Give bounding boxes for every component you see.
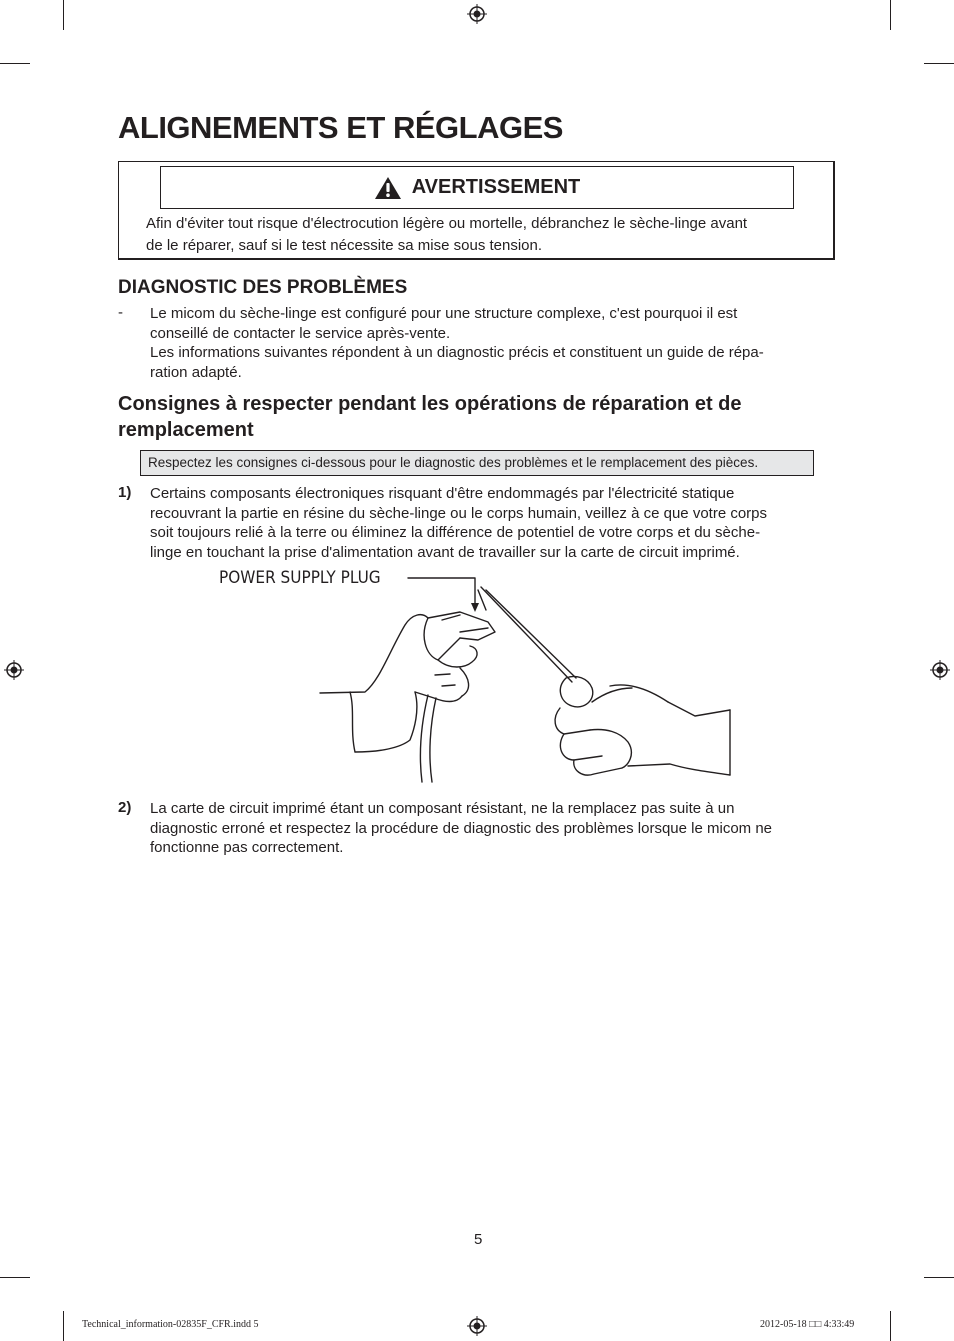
crop-mark bbox=[890, 1311, 891, 1341]
registration-mark-icon bbox=[4, 660, 24, 680]
bullet-dash: - bbox=[118, 304, 123, 321]
warning-text bbox=[146, 213, 826, 257]
crop-mark bbox=[63, 1311, 64, 1341]
diagnostic-paragraph bbox=[150, 304, 840, 383]
warning-title: AVERTISSEMENT bbox=[411, 176, 581, 198]
text-line: ration adapté. bbox=[150, 364, 242, 382]
crop-mark bbox=[924, 63, 954, 64]
text-line: Certains composants électroniques risquant d'être endommagés par l'électricité statique bbox=[150, 485, 735, 502]
page-number: 5 bbox=[474, 1231, 483, 1248]
text-line: linge en touchant la prise d'alimentation avant de travailler sur la carte de circuit imprimé. bbox=[150, 544, 740, 562]
crop-mark bbox=[0, 63, 30, 64]
registration-mark-icon bbox=[467, 4, 487, 24]
footer-timestamp: 2012-05-18 □□ 4:33:49 bbox=[760, 1319, 855, 1330]
text-line: diagnostic erroné et respectez la procédure de diagnostic des problèmes lorsque le micom ne bbox=[150, 819, 773, 837]
text-line: fonctionne pas correctement. bbox=[150, 839, 344, 857]
text-line: soit toujours relié à la terre ou éliminez la différence de potentiel de votre corps et du sèche- bbox=[150, 524, 761, 542]
crop-mark bbox=[0, 1277, 30, 1278]
heading-line: remplacement bbox=[118, 419, 254, 441]
footer-filename: Technical_information-02835F_CFR.indd 5 bbox=[82, 1319, 259, 1330]
text-line: Les informations suivantes répondent à un diagnostic précis et constituent un guide de répa- bbox=[150, 344, 764, 362]
text-line: La carte de circuit imprimé étant un composant résistant, ne la remplacez pas suite à un bbox=[150, 800, 735, 817]
warning-triangle-icon bbox=[374, 176, 402, 200]
crop-mark bbox=[924, 1277, 954, 1278]
note-box: Respectez les consignes ci-dessous pour le diagnostic des problèmes et le remplacement des pièces. bbox=[140, 450, 814, 476]
item-number: 1) bbox=[118, 484, 132, 501]
item-paragraph bbox=[150, 799, 845, 858]
illustration-label: POWER SUPPLY PLUG bbox=[219, 568, 381, 588]
warning-line: Afin d'éviter tout risque d'électrocution légère ou mortelle, débranchez le sèche-linge avant bbox=[146, 215, 748, 232]
section-heading-consignes bbox=[118, 391, 838, 443]
page-title: ALIGNEMENTS ET RÉGLAGES bbox=[118, 110, 563, 145]
crop-mark bbox=[890, 0, 891, 30]
heading-line: Consignes à respecter pendant les opérations de réparation et de bbox=[118, 393, 742, 415]
item-paragraph bbox=[150, 484, 840, 563]
text-line: Le micom du sèche-linge est configuré pour une structure complexe, c'est pourquoi il est bbox=[150, 305, 738, 322]
power-plug-illustration bbox=[310, 570, 740, 785]
crop-mark bbox=[63, 0, 64, 30]
item-number: 2) bbox=[118, 799, 132, 816]
section-heading-diagnostic: DIAGNOSTIC DES PROBLÈMES bbox=[118, 277, 408, 298]
warning-line: de le réparer, sauf si le test nécessite sa mise sous tension. bbox=[146, 237, 543, 254]
warning-header bbox=[160, 166, 794, 209]
registration-mark-icon bbox=[930, 660, 950, 680]
registration-mark-icon bbox=[467, 1316, 487, 1336]
text-line: recouvrant la partie en résine du sèche-linge ou le corps humain, veillez à ce que votre corps bbox=[150, 504, 768, 522]
text-line: conseillé de contacter le service après-vente. bbox=[150, 324, 451, 342]
